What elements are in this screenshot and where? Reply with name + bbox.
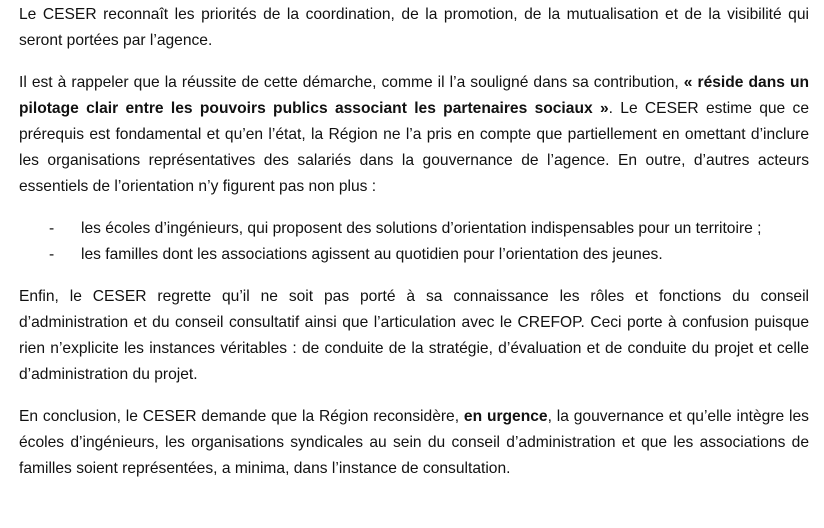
document-body [19,2,809,498]
list-item [19,216,809,242]
paragraph-boards: Enfin, le CESER regrette qu’il ne soit pas porté à sa connaissance les rôles et fonctions du conseil d’administration et du conseil consultatif ainsi que l’articulation avec le CREFOP. Ceci porte à confusion puisque rien n’explicite les instances véritables : de conduite de la stratégie, d’évaluation et de conduite du projet et celle d’administration du projet. [19,288,809,383]
list-item [19,242,809,268]
list-item-text: les familles dont les associations agissent au quotidien pour l’orientation des jeunes. [81,246,663,263]
paragraph-conclusion [19,404,809,482]
conclusion-emphasis: en urgence [463,408,548,425]
governance-text-end: . Le CESER estime que ce prérequis est fondamental et qu’en l’état, la Région ne l’a pris en compte que partiellement en omettant d’inclure les organisations représentatives des salariés dans la gouvernance de l’agence. En outre, d’autres acteurs essentiels de l’orientation n’y figurent pas non plus : [19,100,809,195]
list-item-text: les écoles d’ingénieurs, qui proposent des solutions d’orientation indispensables pour un territoire ; [81,220,762,237]
paragraph-governance [19,70,809,200]
governance-quote: « réside dans un pilotage clair entre les pouvoirs publics associant les partenaires sociaux » [19,74,809,117]
paragraph-priorities: Le CESER reconnaît les priorités de la coordination, de la promotion, de la mutualisation et de la visibilité qui seront portées par l’agence. [19,6,809,49]
conclusion-text-start: En conclusion, le CESER demande que la Région reconsidère, [19,408,464,425]
governance-text-start: Il est à rappeler que la réussite de cette démarche, comme il l’a souligné dans sa contribution, [19,74,684,91]
list-dash: - [49,246,55,263]
conclusion-text-end: , la gouvernance et qu’elle intègre les écoles d’ingénieurs, les organisations syndicales au sein du conseil d’administration et que les associations de familles soient représentées, a minima, dans l’instance de consultation. [19,408,809,477]
list-dash: - [49,220,55,237]
missing-actors-list [19,216,809,268]
